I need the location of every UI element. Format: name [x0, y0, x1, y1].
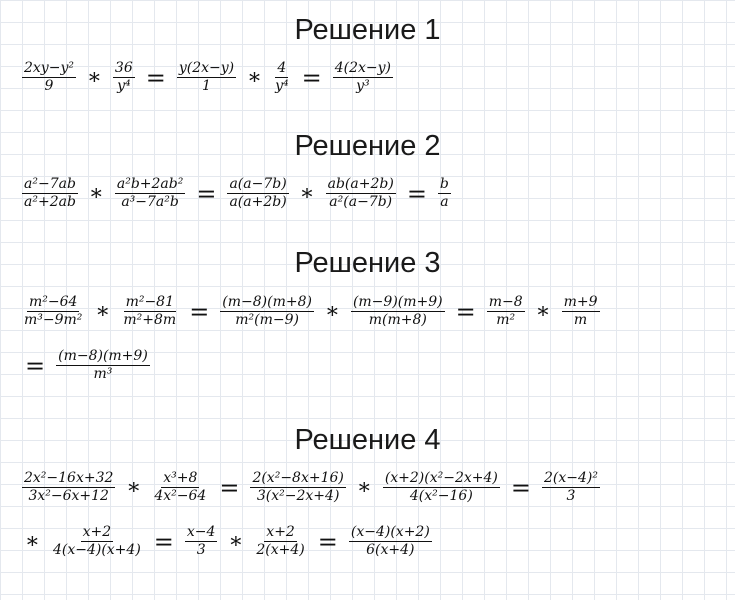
fraction-numerator: (m−9)(m+9): [352, 294, 443, 310]
fraction-denominator: m³−9m²: [24, 312, 83, 328]
fraction-denominator: 4x²−64: [154, 488, 207, 504]
solution-2-line-1: [18, 176, 455, 211]
multiply-sign: ∗: [88, 180, 104, 206]
multiply-sign: ∗: [25, 528, 40, 554]
fraction: [250, 470, 345, 505]
fraction: [22, 60, 76, 95]
fraction-denominator: y⁴: [275, 78, 289, 94]
equals-sign: =: [189, 297, 210, 326]
fraction: [273, 60, 291, 95]
fraction-numerator: x+2: [266, 524, 295, 540]
equals-sign: =: [317, 527, 338, 556]
fraction: [227, 176, 288, 211]
fraction: [542, 470, 600, 505]
fraction: [254, 524, 306, 559]
solution-3-line-1: [18, 294, 604, 329]
fraction-denominator: a³−7a²b: [121, 194, 179, 210]
fraction: [351, 294, 445, 329]
fraction-denominator: m: [573, 312, 588, 328]
fraction-denominator: y³: [356, 78, 370, 94]
fraction: [56, 348, 150, 383]
equals-sign: =: [196, 179, 217, 208]
fraction-numerator: ab(a+2b): [327, 176, 394, 192]
fraction-denominator: a²+2ab: [24, 194, 76, 210]
fraction-denominator: a: [440, 194, 449, 210]
solution-4-line-2: [18, 524, 436, 559]
fraction-numerator: 4(2x−y): [334, 60, 392, 76]
fraction-numerator: 4: [277, 60, 287, 76]
fraction-denominator: 9: [44, 78, 54, 94]
fraction: [383, 470, 500, 505]
fraction: [115, 176, 185, 211]
fraction: [438, 176, 451, 211]
fraction: [121, 294, 178, 329]
fraction-denominator: m²(m−9): [235, 312, 299, 328]
fraction: [326, 176, 396, 211]
fraction-numerator: a(a−7b): [229, 176, 287, 192]
fraction-denominator: m³: [93, 366, 113, 382]
fraction-numerator: m+9: [563, 294, 598, 310]
fraction: [185, 524, 218, 559]
fraction: [562, 294, 600, 329]
fraction-denominator: 3: [196, 542, 206, 558]
fraction-denominator: m(m+8): [368, 312, 427, 328]
solution-4-line-1: [18, 470, 604, 505]
solution-4-title: Решение 4: [294, 424, 441, 456]
solution-3-line-2: [18, 348, 154, 383]
fraction-numerator: b: [439, 176, 449, 192]
fraction-denominator: m²: [496, 312, 516, 328]
fraction-numerator: 2x²−16x+32: [24, 470, 114, 486]
equals-sign: =: [455, 297, 476, 326]
fraction: [22, 470, 115, 505]
equals-sign: =: [145, 63, 166, 92]
fraction-numerator: x−4: [186, 524, 216, 540]
equals-sign: =: [219, 473, 240, 502]
fraction-numerator: a²b+2ab²: [116, 176, 184, 192]
equals-sign: =: [153, 527, 174, 556]
fraction: [333, 60, 393, 95]
multiply-sign: ∗: [535, 298, 551, 324]
solution-2-title: Решение 2: [294, 130, 441, 162]
solution-1-title: Решение 1: [294, 14, 441, 46]
solution-1-line-1: [18, 60, 397, 95]
fraction-numerator: (x+2)(x²−2x+4): [384, 470, 498, 486]
fraction-numerator: (m−8)(m+8): [222, 294, 312, 310]
multiply-sign: ∗: [299, 180, 315, 206]
fraction-denominator: 1: [202, 78, 211, 94]
fraction-numerator: m−8: [488, 294, 523, 310]
fraction: [113, 60, 135, 95]
fraction-numerator: x³+8: [163, 470, 198, 486]
fraction-numerator: m²−81: [125, 294, 174, 310]
multiply-sign: ∗: [247, 64, 263, 90]
equals-sign: =: [301, 63, 322, 92]
fraction-denominator: 4(x−4)(x+4): [52, 542, 141, 558]
fraction-denominator: 3x²−6x+12: [28, 488, 109, 504]
multiply-sign: ∗: [95, 298, 111, 324]
fraction-numerator: x+2: [82, 524, 112, 540]
multiply-sign: ∗: [324, 298, 340, 324]
multiply-sign: ∗: [86, 64, 102, 90]
fraction-denominator: a²(a−7b): [329, 194, 393, 210]
fraction: [349, 524, 432, 559]
fraction-numerator: m²−64: [28, 294, 78, 310]
fraction-numerator: 36: [114, 60, 133, 76]
fraction: [220, 294, 314, 329]
multiply-sign: ∗: [126, 474, 142, 500]
fraction-numerator: y(2x−y): [178, 60, 235, 76]
multiply-sign: ∗: [356, 474, 372, 500]
fraction-numerator: (m−8)(m+9): [58, 348, 148, 364]
fraction-denominator: 6(x+4): [366, 542, 415, 558]
fraction: [152, 470, 208, 505]
fraction-denominator: 3(x²−2x+4): [256, 488, 340, 504]
equals-sign: =: [406, 179, 427, 208]
fraction-numerator: 2(x−4)²: [543, 470, 598, 486]
solution-3-title: Решение 3: [294, 247, 441, 279]
fraction-denominator: y⁴: [117, 78, 131, 94]
fraction-numerator: a²−7ab: [24, 176, 76, 192]
fraction: [22, 176, 78, 211]
fraction-numerator: (x−4)(x+2): [350, 524, 430, 540]
fraction-denominator: 2(x+4): [256, 542, 305, 558]
multiply-sign: ∗: [228, 528, 244, 554]
equals-sign: =: [25, 351, 46, 380]
fraction-denominator: 3: [566, 488, 576, 504]
fraction: [487, 294, 525, 329]
equals-sign: =: [510, 473, 531, 502]
fraction-denominator: a(a+2b): [229, 194, 287, 210]
fraction-numerator: 2xy−y²: [24, 60, 74, 76]
fraction-denominator: m²+8m: [123, 312, 177, 328]
fraction-denominator: 4(x²−16): [409, 488, 473, 504]
fraction: [22, 294, 84, 329]
fraction-numerator: 2(x²−8x+16): [252, 470, 344, 486]
fraction: [51, 524, 143, 559]
fraction: [177, 60, 236, 95]
